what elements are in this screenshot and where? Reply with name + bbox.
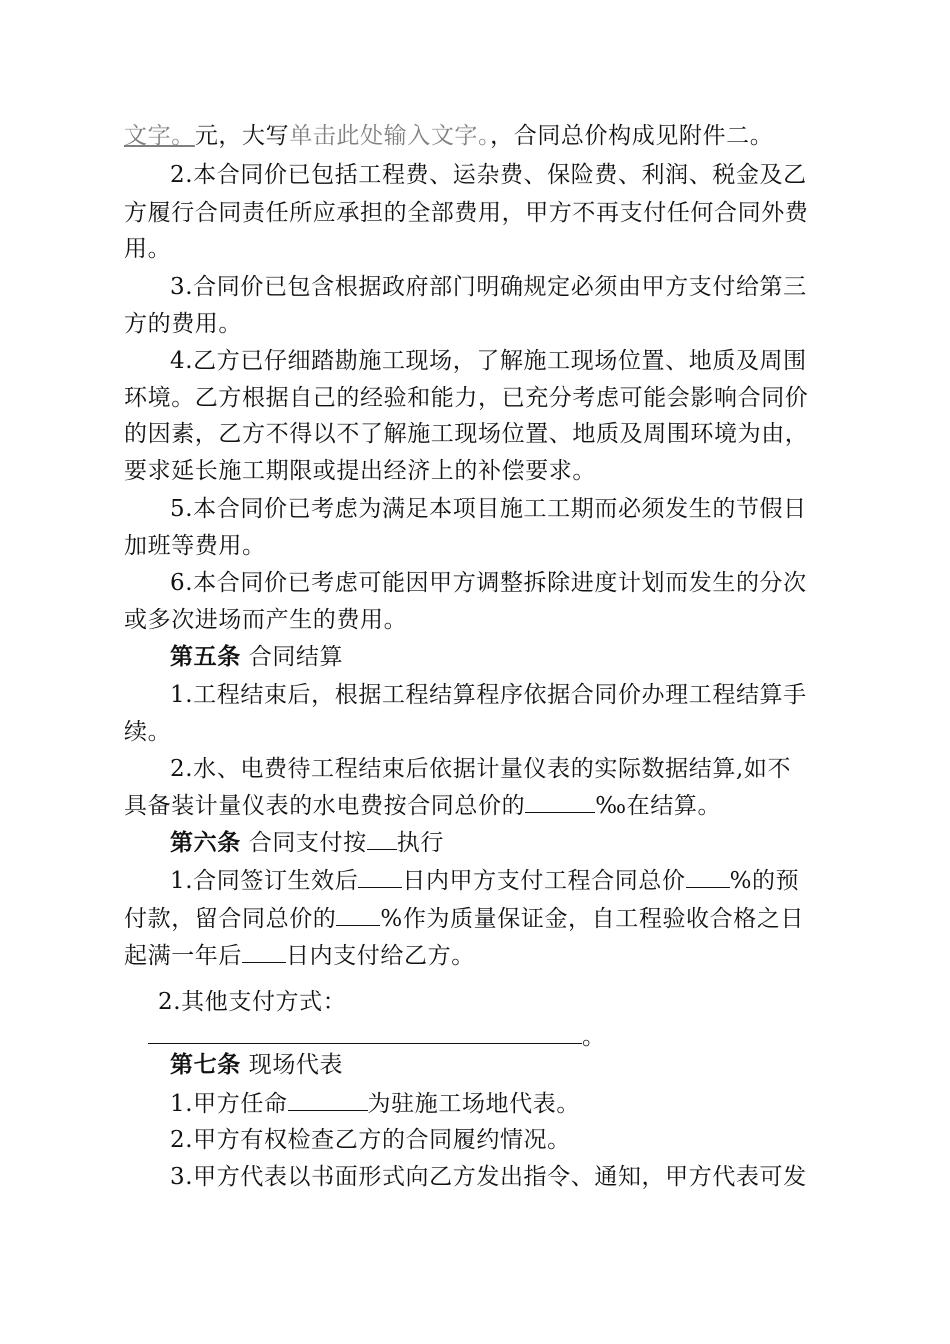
blank-field[interactable] [336, 905, 380, 926]
paragraph-line: 付款，留合同总价的 %作为质量保证金，自工程验收合格之日 [124, 906, 805, 932]
paragraph-line: 2.水、电费待工程结束后依据计量仪表的实际数据结算,如不 [170, 756, 792, 782]
placeholder-field[interactable]: 单击此处输入文字。 [289, 123, 491, 149]
blank-field[interactable] [148, 1023, 582, 1044]
paragraph-line: 的因素，乙方不得以不了解施工现场位置、地质及周围环境为由， [124, 421, 809, 447]
paragraph-line: 环境。乙方根据自己的经验和能力，已充分考虑可能会影响合同价 [124, 385, 809, 411]
section-heading-6: 第六条 合同支付按 执行 [170, 829, 444, 856]
paragraph-line: 方的费用。 [124, 311, 242, 337]
paragraph-line: 具备装计量仪表的水电费按合同总价的 ‰在结算。 [124, 793, 722, 819]
line-1: 文字。元，大写单击此处输入文字。，合同总价构成见附件二。 [124, 123, 774, 149]
paragraph-line: 5.本合同价已考虑为满足本项目施工工期而必须发生的节假日 [170, 496, 807, 522]
paragraph-line: 6.本合同价已考虑可能因甲方调整拆除进度计划而发生的分次 [170, 570, 807, 596]
paragraph-line: 2.本合同价已包括工程费、运杂费、保险费、利润、税金及乙 [170, 162, 807, 188]
paragraph-line: 4.乙方已仔细踏勘施工现场，了解施工现场位置、地质及周围 [170, 348, 807, 374]
blank-field[interactable] [686, 867, 730, 888]
paragraph-line: 3.合同价已包含根据政府部门明确规定必须由甲方支付给第三 [170, 274, 807, 300]
paragraph-line: 用。 [124, 236, 172, 262]
paragraph-line: 2.其他支付方式： [158, 989, 347, 1015]
paragraph-line: 1.合同签订生效后 日内甲方支付工程合同总价 %的预 [170, 868, 800, 894]
section-heading-5: 第五条 合同结算 [170, 643, 344, 670]
placeholder-field[interactable]: 文字。 [124, 123, 195, 149]
blank-field[interactable] [288, 1090, 368, 1111]
paragraph-line: 方履行合同责任所应承担的全部费用，甲方不再支付任何合同外费 [124, 200, 809, 226]
paragraph-line: 加班等费用。 [124, 533, 266, 559]
paragraph-line: 1.甲方任命 为驻施工场地代表。 [170, 1091, 580, 1117]
paragraph-line: 2.甲方有权检查乙方的合同履约情况。 [170, 1127, 571, 1153]
blank-field[interactable] [367, 829, 397, 850]
paragraph-line: 起满一年后 日内支付给乙方。 [124, 943, 475, 969]
blank-field[interactable] [358, 867, 402, 888]
paragraph-line: 或多次进场而产生的费用。 [124, 607, 408, 633]
blank-field[interactable] [242, 942, 286, 963]
blank-field[interactable] [525, 792, 595, 813]
paragraph-line: 3.甲方代表以书面形式向乙方发出指令、通知，甲方代表可发 [170, 1164, 807, 1190]
paragraph-line: 要求延长施工期限或提出经济上的补偿要求。 [124, 458, 596, 484]
section-heading-7: 第七条 现场代表 [170, 1051, 344, 1078]
paragraph-line: 续。 [124, 719, 172, 745]
paragraph-line: 1.工程结束后，根据工程结算程序依据合同价办理工程结算手 [170, 682, 807, 708]
paragraph-line: 。 [148, 1022, 858, 1052]
